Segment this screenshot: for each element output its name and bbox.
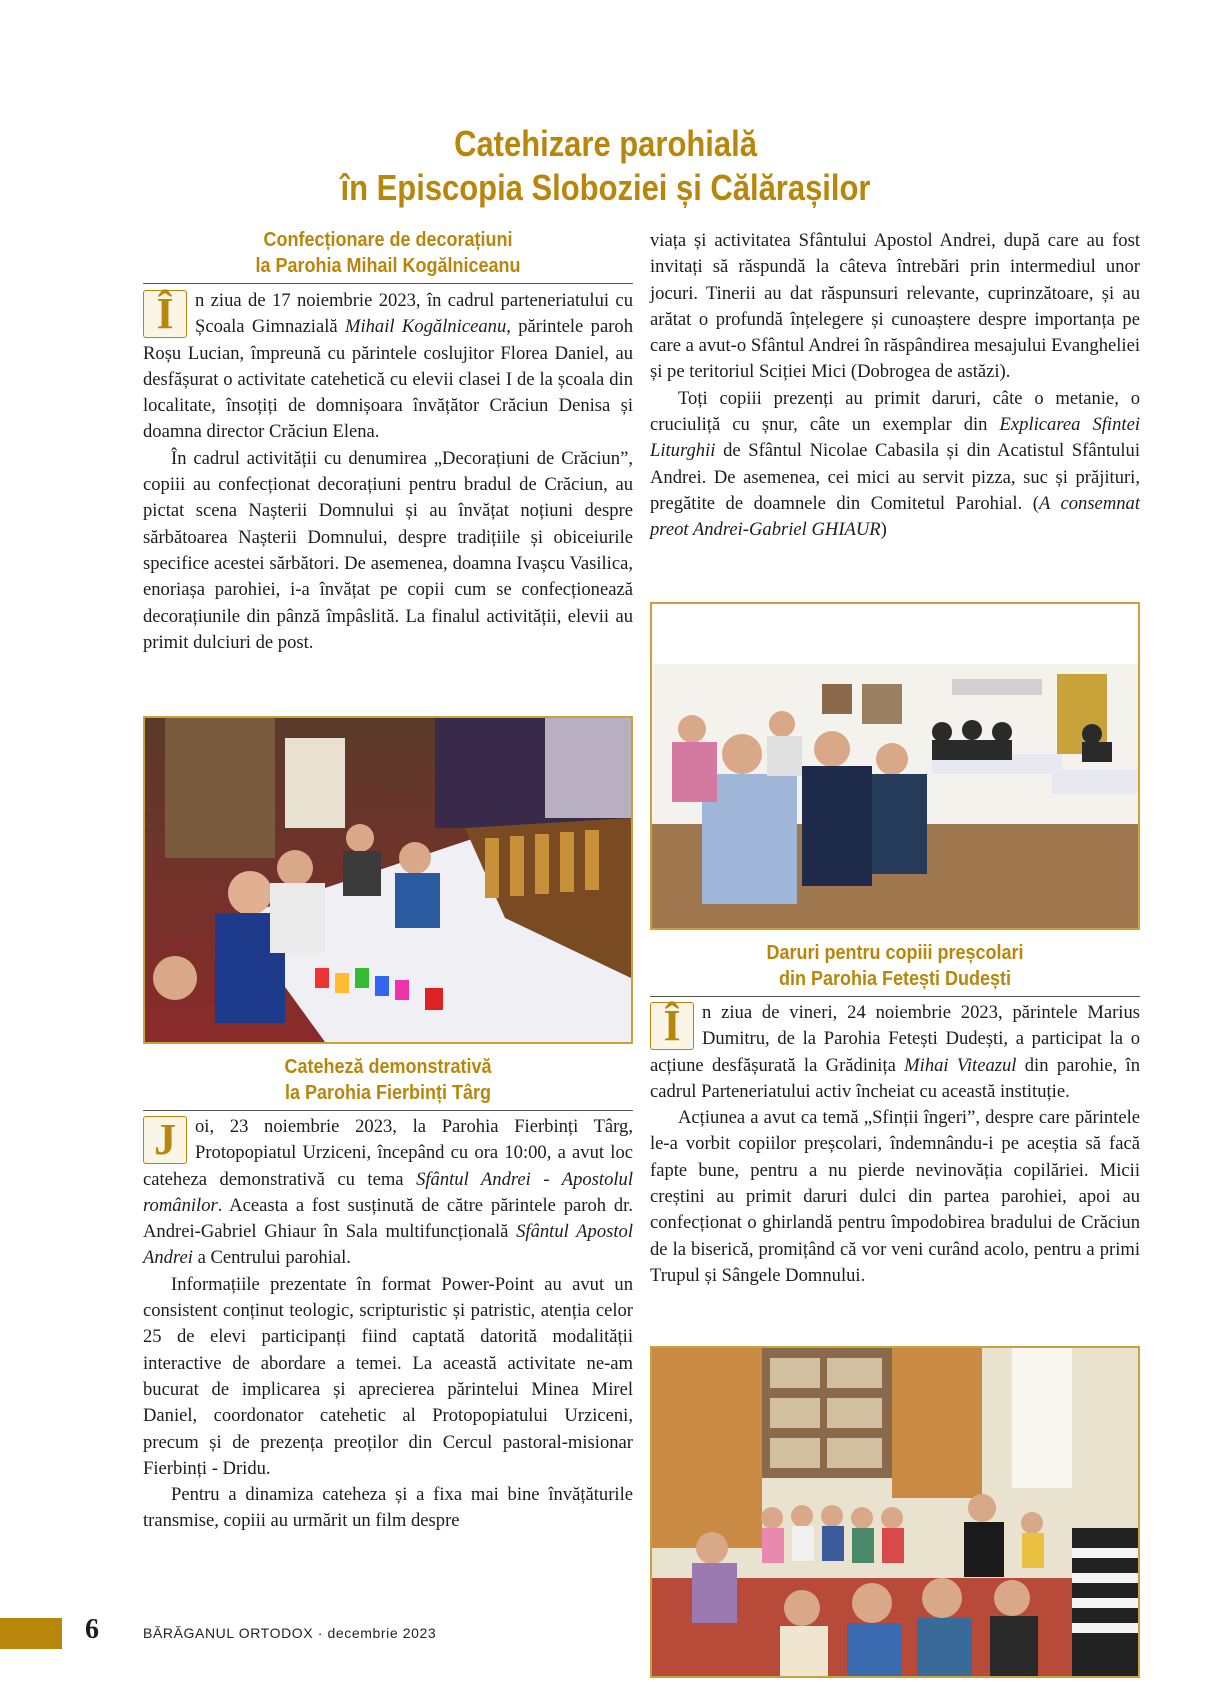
article2-cont-paragraph-2: [650, 386, 1140, 544]
article3-p1-text: n ziua de vineri, 24 noiembrie 2023, părintele Marius Dumitru, de la Parohia Fetești Dudești, a participat la o acțiune desfășurată la Grădinița: [650, 1002, 1140, 1076]
article1-p1-text: n ziua de 17 noiembrie 2023, în cadrul parteneriatului cu Școala Gimnazială: [195, 290, 633, 338]
article3-heading-line2: din Parohia Fetești Dudești: [778, 968, 1012, 990]
article2-heading-line2: la Parohia Fierbinți Târg: [284, 1082, 492, 1104]
running-title: BĂRĂGANUL ORTODOX · decembrie 2023: [143, 1625, 437, 1641]
article2-p1-text: oi, 23 noiembrie 2023, la Parohia Fierbinți Târg, Protopopiatul Urziceni, începând cu ora 10:00, a avut loc cateheza demonstrativă cu tema: [143, 1116, 633, 1190]
photo-preschool-circle: [650, 1346, 1140, 1678]
article2-p1-italic2: Sfântul Apostol Andrei: [143, 1221, 633, 1269]
article2-heading: [143, 1054, 633, 1106]
article2-continuation: [650, 228, 1140, 544]
article2-rule: [143, 1110, 633, 1111]
dropcap-ornament: J: [143, 1116, 187, 1164]
photo-children-crafting-image: [145, 718, 631, 1042]
page-number: 6: [85, 1614, 99, 1645]
article2-paragraph-3: Pentru a dinamiza cateheza și a fixa mai bine învățăturile transmise, copiii au urmărit un film despre: [143, 1484, 633, 1532]
article3-heading: [650, 940, 1140, 992]
article2-p1-text-end: a Centrului parohial.: [192, 1247, 351, 1269]
article2-cont-p2-signature: A consemnat preot Andrei-Gabriel GHIAUR: [650, 492, 1141, 541]
article2-cont-p2-text-mid: de Sfântul Nicolae Cabasila și din Acatistul Sfântului Andrei. De asemenea, cei mici au servit pizza, suc și prăjituri, pregătite de doamnele din Comitetul Parohial. (: [650, 440, 1140, 514]
article2-heading-line1: Cateheză demonstrativă: [284, 1056, 492, 1078]
article1-heading-line2: la Parohia Mihail Kogălniceanu: [255, 255, 521, 277]
photo-children-hall: [650, 602, 1140, 930]
article2-cont-p2-text-end: ): [880, 519, 887, 541]
article2-paragraph-2: Informațiile prezentate în format Power-Point au avut un consistent conținut teologic, scripturistic și patristic, atenția celor 25 de elevi participanți fiind captată datorită modalității interactive de abordare a temei. La această activitate ne-am bucurat de implicarea și aprecierea părintelui Minea Mirel Daniel, coordonator catehetic al Protopopiatului Urziceni, precum și de prezența preoților din Cercul pastoral-misionar Fierbinți - Dridu.: [143, 1273, 633, 1479]
article2-cont-p2-text: Toți copiii prezenți au primit daruri, câte o metanie, o cruciuliță cu șnur, câte un exemplar din: [650, 387, 1140, 436]
article2-body: [143, 1114, 633, 1535]
article2-cont-p2-italic1: Explicarea Sfintei Liturghii: [650, 414, 1140, 462]
article1-p1-text-end: , părintele paroh Roșu Lucian, împreună cu părintele coslujitor Florea Daniel, au desfășurat o activitate catehetică cu elevii clasei I de la școala din localitate, însoțiți de domnișoara învățător Crăciun Denisa și doamna director Crăciun Elena.: [143, 316, 633, 443]
photo-children-hall-image: [652, 604, 1138, 928]
article1-rule: [143, 283, 633, 284]
article1-heading-line1: Confecționare de decorațiuni: [263, 229, 513, 251]
article1-heading: [143, 227, 633, 279]
article1-paragraph-1: [143, 288, 633, 446]
photo-preschool-circle-image: [652, 1348, 1138, 1676]
article3-p1-text-end: din parohie, în cadrul Parteneriatului activ încheiat cu această instituție.: [650, 1054, 1140, 1102]
article2-paragraph-1: [143, 1114, 633, 1272]
title-line-1: Catehizare parohială: [454, 123, 757, 164]
article1-p1-italic: Mihail Kogălniceanu: [344, 316, 507, 338]
page-title: [0, 122, 1211, 210]
article3-body: [650, 1000, 1140, 1289]
article2-cont-paragraph-1: viața și activitatea Sfântului Apostol Andrei, după care au fost invitați să răspundă la câteva întrebări prin intermediul unor jocuri. Tinerii au dat răspunsuri relevante, cuprinzătoare, și au arătat o profundă înțelegere și cunoaștere despre importanța pe care a avut-o Sfântul Andrei în răspândirea mesajului Evangheliei și pe teritoriul Sciției Mici (Dobrogea de astăzi).: [650, 230, 1140, 383]
title-line-2: în Episcopia Sloboziei și Călărașilor: [340, 167, 871, 208]
article1-paragraph-2: În cadrul activității cu denumirea „Decorațiuni de Crăciun”, copiii au confecționat decorațiuni pentru bradul de Crăciun, au pictat scena Nașterii Domnului și au învățat noțiuni despre sărbătoarea Nașterii Domnului, despre tradițiile și obiceiurile specifice acestei sărbători. De asemenea, doamna Ivașcu Vasilica, enoriașa parohiei, i-a învățat pe copii cum se confecționează decorațiunile din pânză împâslită. La finalul activității, elevii au primit dulciuri de post.: [143, 447, 633, 653]
footer-accent-bar: [0, 1618, 62, 1649]
dropcap-ornament: Î: [650, 1002, 694, 1050]
article3-rule: [650, 996, 1140, 997]
photo-children-crafting: [143, 716, 633, 1044]
article1-body: [143, 288, 633, 656]
article3-p1-italic: Mihai Viteazul: [904, 1054, 1017, 1076]
dropcap-ornament: Î: [143, 290, 187, 338]
article3-paragraph-1: [650, 1000, 1140, 1105]
article2-p1-text-mid: . Aceasta a fost susținută de către părintele paroh dr. Andrei-Gabriel Ghiaur în Sala multifuncțională: [143, 1194, 633, 1243]
article3-paragraph-2: Acțiunea a avut ca temă „Sfinții îngeri”, despre care părintele le-a vorbit copiilor preșcolari, îndemnându-i pe aceștia să facă fapte bune, pentru a nu pierde nevinovăția copilăriei. Micii creștini au primit daruri dulci din partea parohiei, apoi au confecționat o ghirlandă pentru împodobirea bradului de Crăciun de la biserică, promițând că vor veni curând acolo, pentru a primi Trupul și Sângele Domnului.: [650, 1107, 1140, 1286]
article2-p1-italic1: Sfântul Andrei - Apostolul românilor: [143, 1168, 633, 1216]
article3-heading-line1: Daruri pentru copiii preșcolari: [766, 942, 1024, 964]
